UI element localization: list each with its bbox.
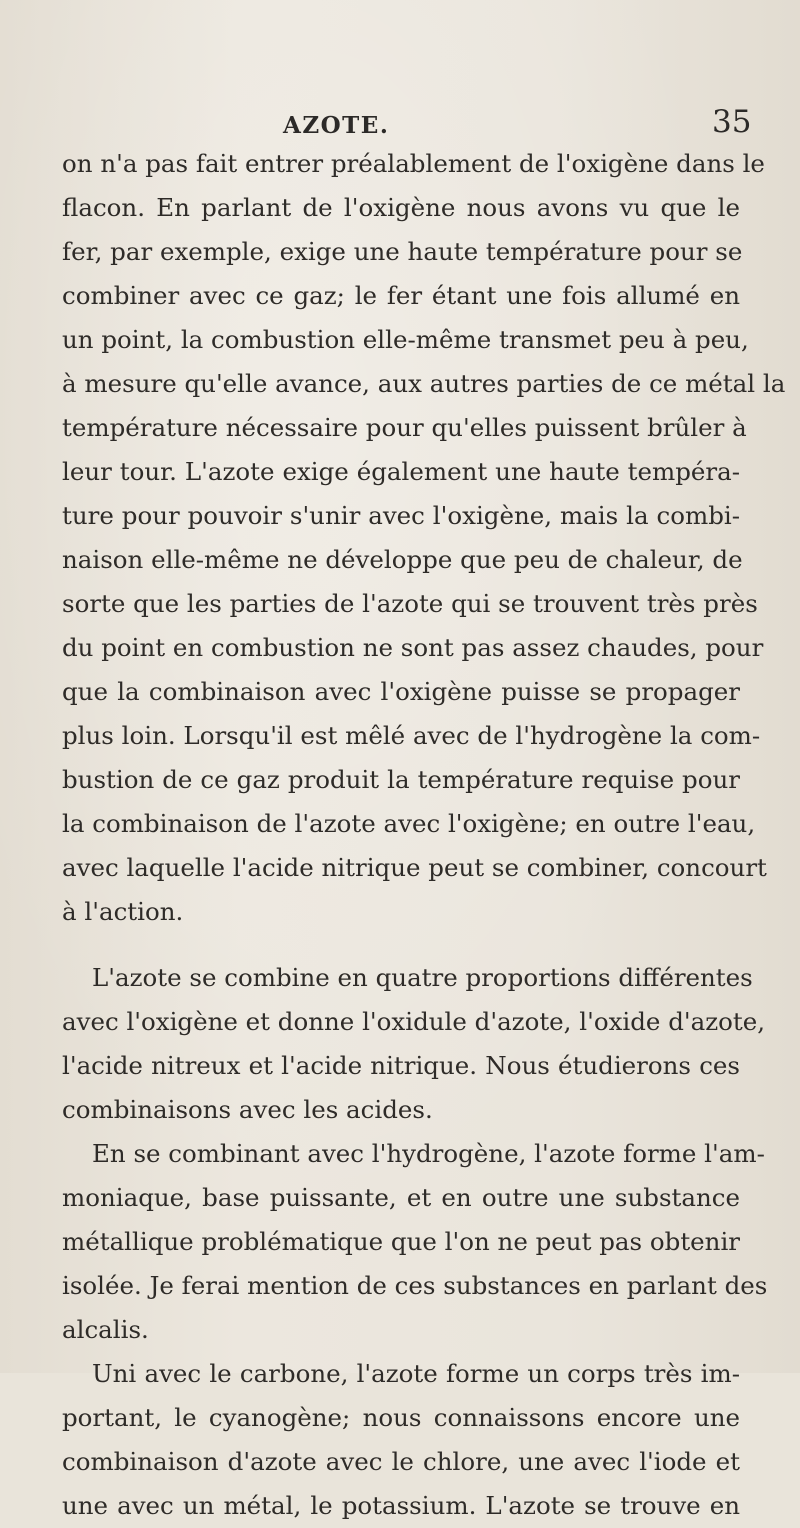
- text-line: fer, par exemple, exige une haute température pour se: [62, 237, 743, 266]
- text-line: température nécessaire pour qu'elles puissent brûler à: [62, 413, 747, 442]
- text-line: plus loin. Lorsqu'il est mêlé avec de l'hydrogène la com-: [62, 721, 761, 750]
- text-line: une avec un métal, le potassium. L'azote se trouve en: [62, 1491, 740, 1520]
- text-line: à mesure qu'elle avance, aux autres parties de ce métal la: [62, 369, 786, 398]
- text-line: un point, la combustion elle-même transmet peu à peu,: [62, 325, 749, 354]
- text-line: flacon. En parlant de l'oxigène nous avons vu que le: [62, 193, 740, 222]
- paragraph-gap: [62, 934, 740, 956]
- text-line: En se combinant avec l'hydrogène, l'azote forme l'am-: [92, 1139, 765, 1168]
- text-line: naison elle-même ne développe que peu de chaleur, de: [62, 545, 743, 574]
- text-line: que la combinaison avec l'oxigène puisse se propager: [62, 677, 740, 706]
- text-line: du point en combustion ne sont pas assez chaudes, pour: [62, 633, 764, 662]
- text-line: ture pour pouvoir s'unir avec l'oxigène, mais la combi-: [62, 501, 740, 530]
- text-line: leur tour. L'azote exige également une haute tempéra-: [62, 457, 740, 486]
- text-line: alcalis.: [62, 1315, 149, 1344]
- text-line: la combinaison de l'azote avec l'oxigène; en outre l'eau,: [62, 809, 756, 838]
- paragraph-3: [62, 1132, 768, 1352]
- text-line: Uni avec le carbone, l'azote forme un corps très im-: [92, 1359, 740, 1388]
- text-line: portant, le cyanogène; nous connaissons encore une: [62, 1403, 740, 1432]
- text-line: combinaison d'azote avec le chlore, une avec l'iode et: [62, 1447, 740, 1476]
- text-line: isolée. Je ferai mention de ces substances en parlant des: [62, 1271, 768, 1300]
- text-line: bustion de ce gaz produit la température requise pour: [62, 765, 740, 794]
- paragraph-4: [62, 1352, 740, 1528]
- text-line: à l'action.: [62, 897, 184, 926]
- paragraph-1: [62, 142, 786, 934]
- text-line: L'azote se combine en quatre proportions différentes: [92, 963, 753, 992]
- text-line: on n'a pas fait entrer préalablement de l'oxigène dans le: [62, 149, 765, 178]
- running-head-title: AZOTE.: [283, 112, 390, 139]
- text-line: métallique problématique que l'on ne peut pas obtenir: [62, 1227, 740, 1256]
- text-line: avec l'oxigène et donne l'oxidule d'azote, l'oxide d'azote,: [62, 1007, 766, 1036]
- body-text: [62, 142, 786, 1528]
- text-line: avec laquelle l'acide nitrique peut se combiner, concourt: [62, 853, 767, 882]
- text-line: sorte que les parties de l'azote qui se trouvent très près: [62, 589, 758, 618]
- text-line: l'acide nitreux et l'acide nitrique. Nous étudierons ces: [62, 1051, 740, 1080]
- text-line: combiner avec ce gaz; le fer étant une fois allumé en: [62, 281, 740, 310]
- text-line: combinaisons avec les acides.: [62, 1095, 433, 1124]
- text-line: moniaque, base puissante, et en outre une substance: [62, 1183, 740, 1212]
- paragraph-2: [62, 956, 766, 1132]
- page-number: 35: [712, 104, 752, 140]
